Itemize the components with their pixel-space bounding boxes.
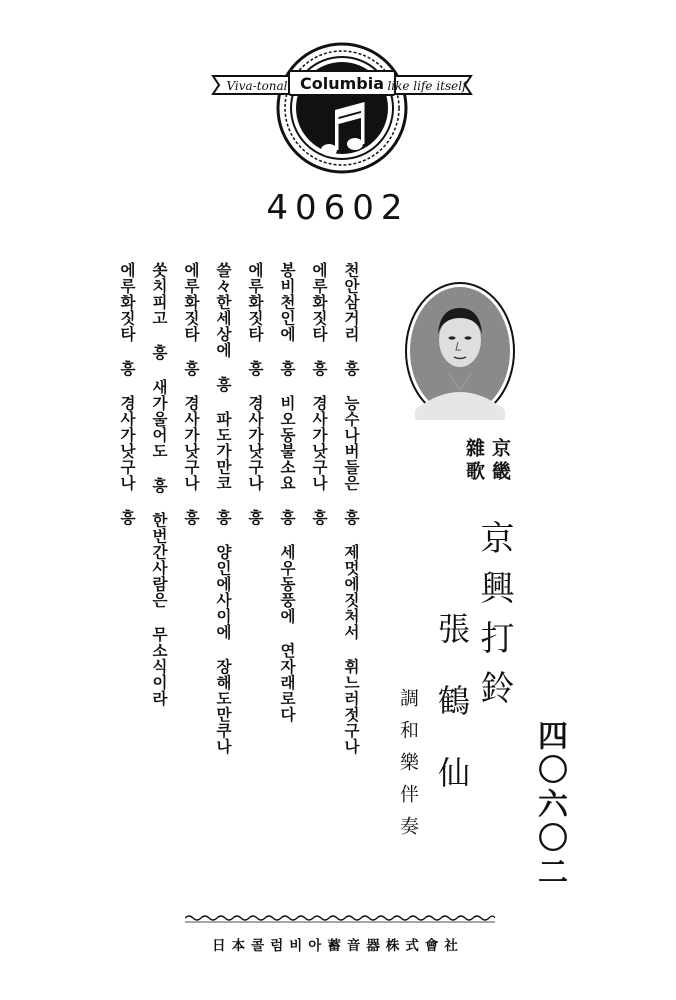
lyric-line: 천안삼거리 흥 능수나버들은 흥 제멋에짓처서 휘느러젓구나 [342, 262, 360, 755]
lyric-line: 쓸々한세상에 흥 파도가만코 흥 양인에사이에 장해도만쿠나 [214, 262, 232, 755]
lyric-line: 에루화짓타 흥 경사가낫구나 흥 [246, 262, 264, 526]
performer-portrait [405, 282, 515, 420]
banner-left-text: Viva-tonal [226, 79, 288, 93]
banner-right-text: like life itself [387, 79, 467, 93]
lyric-line: 에루화짓타 흥 경사가낫구나 흥 [182, 262, 200, 526]
record-number: 40602 [266, 188, 410, 228]
lyrics-block [118, 262, 360, 755]
performer-name: 張鶴仙 [433, 612, 471, 828]
accompaniment: 調和樂伴奏 [397, 688, 419, 848]
song-title: 京興打鈴 [474, 520, 514, 720]
genre-line-2: 雜歌 [463, 438, 485, 484]
lyric-line: 봉비천인에 흥 비오동불소요 흥 세우동풍에 연자래로다 [278, 262, 296, 723]
brand-name: Columbia [299, 74, 385, 93]
footer-wavy-rule [185, 912, 495, 924]
columbia-logo [205, 38, 480, 178]
genre-line-1: 京畿 [489, 438, 511, 484]
footer-company: 日本콜럼비아蓄音器株式會社 [212, 938, 464, 954]
record-number-kanji: 四〇六〇二 [532, 720, 567, 890]
lyric-line: 에루화짓타 흥 경사가낫구나 흥 [118, 262, 136, 526]
lyric-line: 쏫치피고 흥 새가울어도 흥 한번간사람은 무소식이라 [150, 262, 168, 707]
laurel-wreath-icon [278, 44, 406, 172]
lyric-line: 에루화짓타 흥 경사가낫구나 흥 [310, 262, 328, 526]
